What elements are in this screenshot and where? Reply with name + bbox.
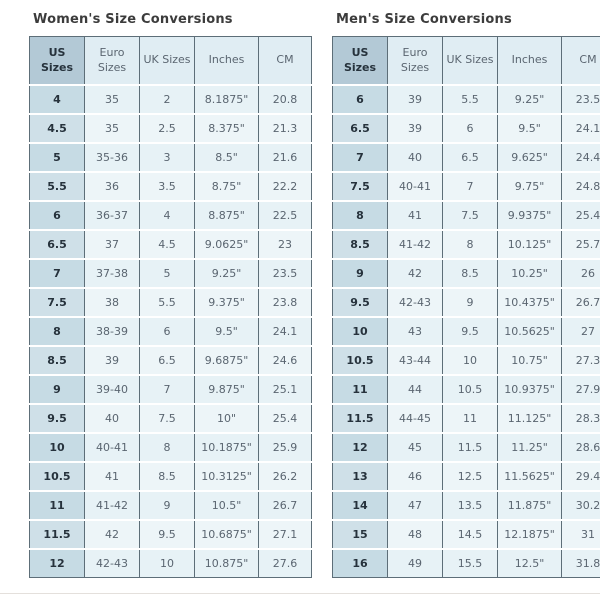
row-header: 6 <box>30 201 85 230</box>
row-header: 6.5 <box>30 230 85 259</box>
table-cell: 35-36 <box>85 143 140 172</box>
table-cell: 10" <box>195 404 259 433</box>
table-cell: 39-40 <box>85 375 140 404</box>
row-header: 13 <box>333 462 388 491</box>
table-cell: 10.5" <box>195 491 259 520</box>
table-cell: 4.5 <box>140 230 195 259</box>
row-header: 16 <box>333 549 388 578</box>
table-row <box>333 520 600 549</box>
table-row <box>30 491 312 520</box>
womens-size-table <box>29 36 312 578</box>
table-row <box>30 259 312 288</box>
table-cell: 46 <box>388 462 443 491</box>
table-row <box>30 114 312 143</box>
table-cell: 12.5" <box>498 549 562 578</box>
row-header: 5 <box>30 143 85 172</box>
bottom-divider <box>0 593 600 594</box>
row-header: 9 <box>30 375 85 404</box>
table-cell: 10.6875" <box>195 520 259 549</box>
table-cell: 25.7 <box>562 230 600 259</box>
table-row <box>30 433 312 462</box>
table-cell: 40-41 <box>388 172 443 201</box>
table-cell: 10.25" <box>498 259 562 288</box>
table-cell: 4 <box>140 201 195 230</box>
table-row <box>30 462 312 491</box>
row-header: 10 <box>333 317 388 346</box>
column-header: UK Sizes <box>443 37 498 86</box>
table-cell: 23.5 <box>562 85 600 114</box>
table-cell: 8 <box>140 433 195 462</box>
table-cell: 21.6 <box>259 143 312 172</box>
row-header: 9.5 <box>30 404 85 433</box>
table-cell: 10.9375" <box>498 375 562 404</box>
table-cell: 29.4 <box>562 462 600 491</box>
row-header: 8.5 <box>30 346 85 375</box>
table-cell: 26.2 <box>259 462 312 491</box>
table-row <box>30 404 312 433</box>
row-header: 12 <box>333 433 388 462</box>
row-header: 7 <box>30 259 85 288</box>
table-cell: 9 <box>443 288 498 317</box>
table-cell: 28.6 <box>562 433 600 462</box>
table-cell: 9.5 <box>140 520 195 549</box>
table-row <box>333 433 600 462</box>
table-cell: 8.5 <box>443 259 498 288</box>
table-cell: 7 <box>443 172 498 201</box>
table-row <box>30 520 312 549</box>
table-cell: 40 <box>85 404 140 433</box>
row-header: 7.5 <box>30 288 85 317</box>
table-cell: 23 <box>259 230 312 259</box>
table-row <box>333 201 600 230</box>
table-cell: 26.7 <box>562 288 600 317</box>
table-cell: 35 <box>85 85 140 114</box>
table-cell: 2 <box>140 85 195 114</box>
table-cell: 42 <box>85 520 140 549</box>
table-row <box>333 259 600 288</box>
table-cell: 42-43 <box>388 288 443 317</box>
table-row <box>333 404 600 433</box>
column-header: CM <box>562 37 600 86</box>
column-header: UK Sizes <box>140 37 195 86</box>
table-cell: 10.3125" <box>195 462 259 491</box>
mens-size-section <box>332 10 600 578</box>
table-cell: 27.1 <box>259 520 312 549</box>
table-cell: 11.25" <box>498 433 562 462</box>
table-cell: 10.1875" <box>195 433 259 462</box>
row-header: 9 <box>333 259 388 288</box>
table-cell: 39 <box>85 346 140 375</box>
column-header: Euro Sizes <box>85 37 140 86</box>
table-cell: 30.2 <box>562 491 600 520</box>
table-cell: 27.9 <box>562 375 600 404</box>
table-cell: 24.4 <box>562 143 600 172</box>
row-header: 4 <box>30 85 85 114</box>
table-cell: 10 <box>443 346 498 375</box>
table-cell: 6.5 <box>140 346 195 375</box>
table-cell: 40 <box>388 143 443 172</box>
table-cell: 5.5 <box>140 288 195 317</box>
row-header: 12 <box>30 549 85 578</box>
row-header: 4.5 <box>30 114 85 143</box>
table-cell: 9.0625" <box>195 230 259 259</box>
table-cell: 9.25" <box>498 85 562 114</box>
table-cell: 13.5 <box>443 491 498 520</box>
table-cell: 41 <box>85 462 140 491</box>
table-cell: 31 <box>562 520 600 549</box>
table-cell: 9.375" <box>195 288 259 317</box>
table-cell: 7.5 <box>443 201 498 230</box>
table-cell: 41-42 <box>388 230 443 259</box>
column-header: Inches <box>498 37 562 86</box>
table-cell: 42-43 <box>85 549 140 578</box>
table-cell: 8.875" <box>195 201 259 230</box>
row-header: 8 <box>30 317 85 346</box>
table-cell: 20.8 <box>259 85 312 114</box>
table-cell: 27.6 <box>259 549 312 578</box>
table-row <box>333 85 600 114</box>
table-cell: 9.5" <box>195 317 259 346</box>
table-cell: 5 <box>140 259 195 288</box>
table-cell: 8.5" <box>195 143 259 172</box>
row-header: 6 <box>333 85 388 114</box>
table-cell: 37 <box>85 230 140 259</box>
table-cell: 12.5 <box>443 462 498 491</box>
table-cell: 43-44 <box>388 346 443 375</box>
row-header: 11 <box>333 375 388 404</box>
table-row <box>333 230 600 259</box>
column-header: Euro Sizes <box>388 37 443 86</box>
table-cell: 23.8 <box>259 288 312 317</box>
table-cell: 12.1875" <box>498 520 562 549</box>
table-row <box>333 491 600 520</box>
womens-size-section <box>29 10 298 578</box>
table-cell: 8 <box>443 230 498 259</box>
header-row <box>30 37 312 86</box>
table-cell: 42 <box>388 259 443 288</box>
table-row <box>333 462 600 491</box>
column-header: US Sizes <box>333 37 388 86</box>
table-cell: 22.2 <box>259 172 312 201</box>
row-header: 10.5 <box>30 462 85 491</box>
row-header: 6.5 <box>333 114 388 143</box>
table-cell: 6 <box>140 317 195 346</box>
table-cell: 48 <box>388 520 443 549</box>
table-cell: 10 <box>140 549 195 578</box>
table-cell: 21.3 <box>259 114 312 143</box>
table-row <box>30 172 312 201</box>
table-cell: 24.1 <box>259 317 312 346</box>
column-header: Inches <box>195 37 259 86</box>
table-cell: 36-37 <box>85 201 140 230</box>
table-cell: 8.75" <box>195 172 259 201</box>
row-header: 8.5 <box>333 230 388 259</box>
table-cell: 27.3 <box>562 346 600 375</box>
mens-size-table <box>332 36 600 578</box>
table-cell: 9.25" <box>195 259 259 288</box>
header-row <box>333 37 600 86</box>
table-row <box>333 172 600 201</box>
table-cell: 31.8 <box>562 549 600 578</box>
table-cell: 37-38 <box>85 259 140 288</box>
column-header: US Sizes <box>30 37 85 86</box>
table-cell: 11.5625" <box>498 462 562 491</box>
row-header: 8 <box>333 201 388 230</box>
table-cell: 10.75" <box>498 346 562 375</box>
table-cell: 10.125" <box>498 230 562 259</box>
row-header: 7 <box>333 143 388 172</box>
table-row <box>30 85 312 114</box>
table-row <box>30 346 312 375</box>
table-cell: 39 <box>388 85 443 114</box>
table-row <box>333 317 600 346</box>
table-cell: 6.5 <box>443 143 498 172</box>
table-cell: 10.4375" <box>498 288 562 317</box>
mens-table-title: Men's Size Conversions <box>336 12 512 27</box>
table-cell: 9 <box>140 491 195 520</box>
table-cell: 25.4 <box>562 201 600 230</box>
table-cell: 35 <box>85 114 140 143</box>
table-cell: 45 <box>388 433 443 462</box>
row-header: 11.5 <box>333 404 388 433</box>
table-row <box>30 549 312 578</box>
table-cell: 6 <box>443 114 498 143</box>
table-cell: 9.875" <box>195 375 259 404</box>
table-cell: 10.5625" <box>498 317 562 346</box>
table-cell: 44-45 <box>388 404 443 433</box>
table-row <box>333 288 600 317</box>
row-header: 11.5 <box>30 520 85 549</box>
table-cell: 3.5 <box>140 172 195 201</box>
table-cell: 7.5 <box>140 404 195 433</box>
table-cell: 27 <box>562 317 600 346</box>
table-cell: 9.6875" <box>195 346 259 375</box>
table-cell: 24.8 <box>562 172 600 201</box>
table-cell: 11.5 <box>443 433 498 462</box>
table-cell: 44 <box>388 375 443 404</box>
table-cell: 11.875" <box>498 491 562 520</box>
table-cell: 15.5 <box>443 549 498 578</box>
table-row <box>30 143 312 172</box>
table-row <box>333 346 600 375</box>
row-header: 10 <box>30 433 85 462</box>
table-cell: 26 <box>562 259 600 288</box>
table-cell: 47 <box>388 491 443 520</box>
womens-table-title: Women's Size Conversions <box>33 12 233 27</box>
table-cell: 11 <box>443 404 498 433</box>
table-row <box>30 201 312 230</box>
table-cell: 7 <box>140 375 195 404</box>
table-cell: 10.5 <box>443 375 498 404</box>
row-header: 5.5 <box>30 172 85 201</box>
table-cell: 41 <box>388 201 443 230</box>
row-header: 10.5 <box>333 346 388 375</box>
table-cell: 41-42 <box>85 491 140 520</box>
table-cell: 26.7 <box>259 491 312 520</box>
table-cell: 38 <box>85 288 140 317</box>
table-row <box>333 143 600 172</box>
table-cell: 39 <box>388 114 443 143</box>
table-cell: 25.1 <box>259 375 312 404</box>
table-cell: 10.875" <box>195 549 259 578</box>
table-cell: 24.1 <box>562 114 600 143</box>
table-row <box>30 375 312 404</box>
row-header: 9.5 <box>333 288 388 317</box>
table-cell: 3 <box>140 143 195 172</box>
table-cell: 24.6 <box>259 346 312 375</box>
table-row <box>333 549 600 578</box>
table-cell: 8.5 <box>140 462 195 491</box>
table-cell: 40-41 <box>85 433 140 462</box>
table-cell: 5.5 <box>443 85 498 114</box>
table-cell: 49 <box>388 549 443 578</box>
table-cell: 22.5 <box>259 201 312 230</box>
table-cell: 23.5 <box>259 259 312 288</box>
table-row <box>333 375 600 404</box>
table-cell: 9.75" <box>498 172 562 201</box>
row-header: 7.5 <box>333 172 388 201</box>
table-cell: 25.9 <box>259 433 312 462</box>
table-cell: 9.5 <box>443 317 498 346</box>
table-cell: 9.9375" <box>498 201 562 230</box>
table-cell: 9.5" <box>498 114 562 143</box>
table-cell: 25.4 <box>259 404 312 433</box>
column-header: CM <box>259 37 312 86</box>
table-cell: 38-39 <box>85 317 140 346</box>
table-row <box>30 317 312 346</box>
table-cell: 8.1875" <box>195 85 259 114</box>
table-cell: 11.125" <box>498 404 562 433</box>
table-row <box>30 288 312 317</box>
table-cell: 9.625" <box>498 143 562 172</box>
table-cell: 36 <box>85 172 140 201</box>
table-cell: 2.5 <box>140 114 195 143</box>
table-row <box>333 114 600 143</box>
row-header: 15 <box>333 520 388 549</box>
row-header: 11 <box>30 491 85 520</box>
table-cell: 14.5 <box>443 520 498 549</box>
table-cell: 28.3 <box>562 404 600 433</box>
table-cell: 8.375" <box>195 114 259 143</box>
table-cell: 43 <box>388 317 443 346</box>
row-header: 14 <box>333 491 388 520</box>
table-row <box>30 230 312 259</box>
